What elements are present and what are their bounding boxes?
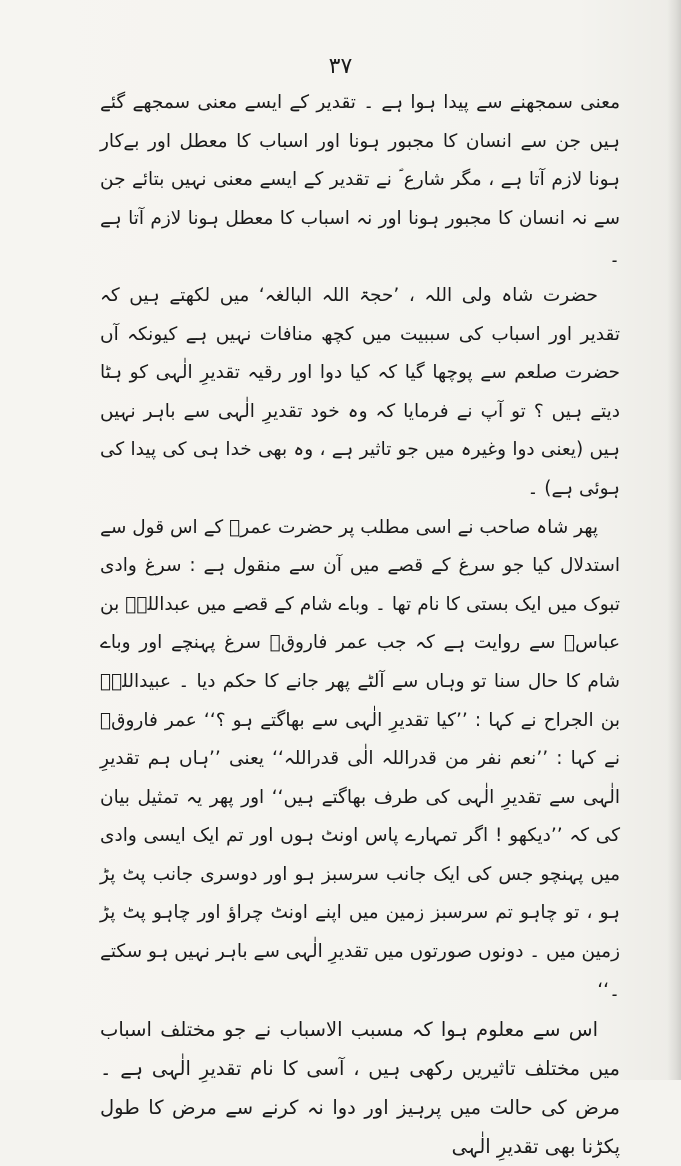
paragraph-3: پھر شاہ صاحب نے اسی مطلب پر حضرت عمرؓ کے اس قول سے استدلال کیا جو سرغ کے قصے میں آن سے منقول ہے : سرغ وادی تبوک میں ایک بستی کا نام تھا ۔ وباے شام کے قصے میں عبداللہؓ بن عباسؓ سے روایت ہے کہ جب عمر فاروقؓ سرغ پہنچے اور وباے شام کا حال سنا تو وہاں سے آلٹے پھر جانے کا حکم دیا ۔ عبیداللہؓ بن الجراح نے کہا : ’’کیا تقدیرِ الٰہی سے بھاگتے ہو ؟‘‘ عمر فاروقؓ نے کہا : ’’نعم نفر من قدراللہ الٰی قدراللہ‘‘ یعنی ’’ہاں ہم تقدیرِ الٰہی سے تقدیرِ الٰہی کی طرف بھاگتے ہیں‘‘ اور پھر یہ تمثیل بیان کی کہ ’’دیکھو ! اگر تمہارے پاس اونٹ ہوں اور تم ایک ایسی وادی میں پہنچو جس کی ایک جانب سرسبز ہو اور دوسری جانب پٹ پڑ ہو ، تو چاہو تم سرسبز زمین میں اپنے اونٹ چراؤ اور چاہو پٹ پڑ زمین میں ۔ دونوں صورتوں میں تقدیرِ الٰہی سے باہر نہیں ہو سکتے ۔‘‘ bbox=[100, 516, 620, 1001]
paragraph-2: حضرت شاہ ولی اللہ ، ’حجۃ اللہ البالغہ‘ میں لکھتے ہیں کہ تقدیر اور اسباب کی سببیت میں کچھ منافات نہیں ہے کیونکہ آں حضرت صلعم سے پوچھا گیا کہ کیا دوا اور رقیہ تقدیرِ الٰہی کو ہٹا دیتے ہیں ؟ تو آپ نے فرمایا کہ وہ خود تقدیرِ الٰہی سے باہر نہیں ہیں (یعنی دوا وغیرہ میں جو تاثیر ہے ، وہ بھی خدا ہی کی پیدا کی ہوئی ہے) ۔ bbox=[100, 284, 620, 499]
paragraph-4: اس سے معلوم ہوا کہ مسبب الاسباب نے جو مختلف اسباب میں مختلف تاثیریں رکھی ہیں ، آسی کا نام تقدیرِ الٰہی ہے ۔ مرض کی حالت میں پرہیز اور دوا نہ کرنے سے مرض کا طول پکڑنا بھی تقدیرِ الٰہی bbox=[100, 1018, 620, 1159]
paragraph-1: معنی سمجھنے سے پیدا ہوا ہے ۔ تقدیر کے ایسے معنی سمجھے گئے ہیں جن سے انسان کا مجبور ہونا اور اسباب کا معطل اور بےکار ہونا لازم آتا ہے ، مگر شارع ؐ نے تقدیر کے ایسے معنی نہیں بتائے جن سے نہ انسان کا مجبور ہونا اور نہ اسباب کا معطل ہونا لازم آتا ہے ۔ bbox=[100, 92, 620, 268]
body-text bbox=[100, 84, 620, 1166]
page-edge-shadow bbox=[667, 0, 681, 1080]
page-number: ۳۷ bbox=[328, 54, 353, 79]
